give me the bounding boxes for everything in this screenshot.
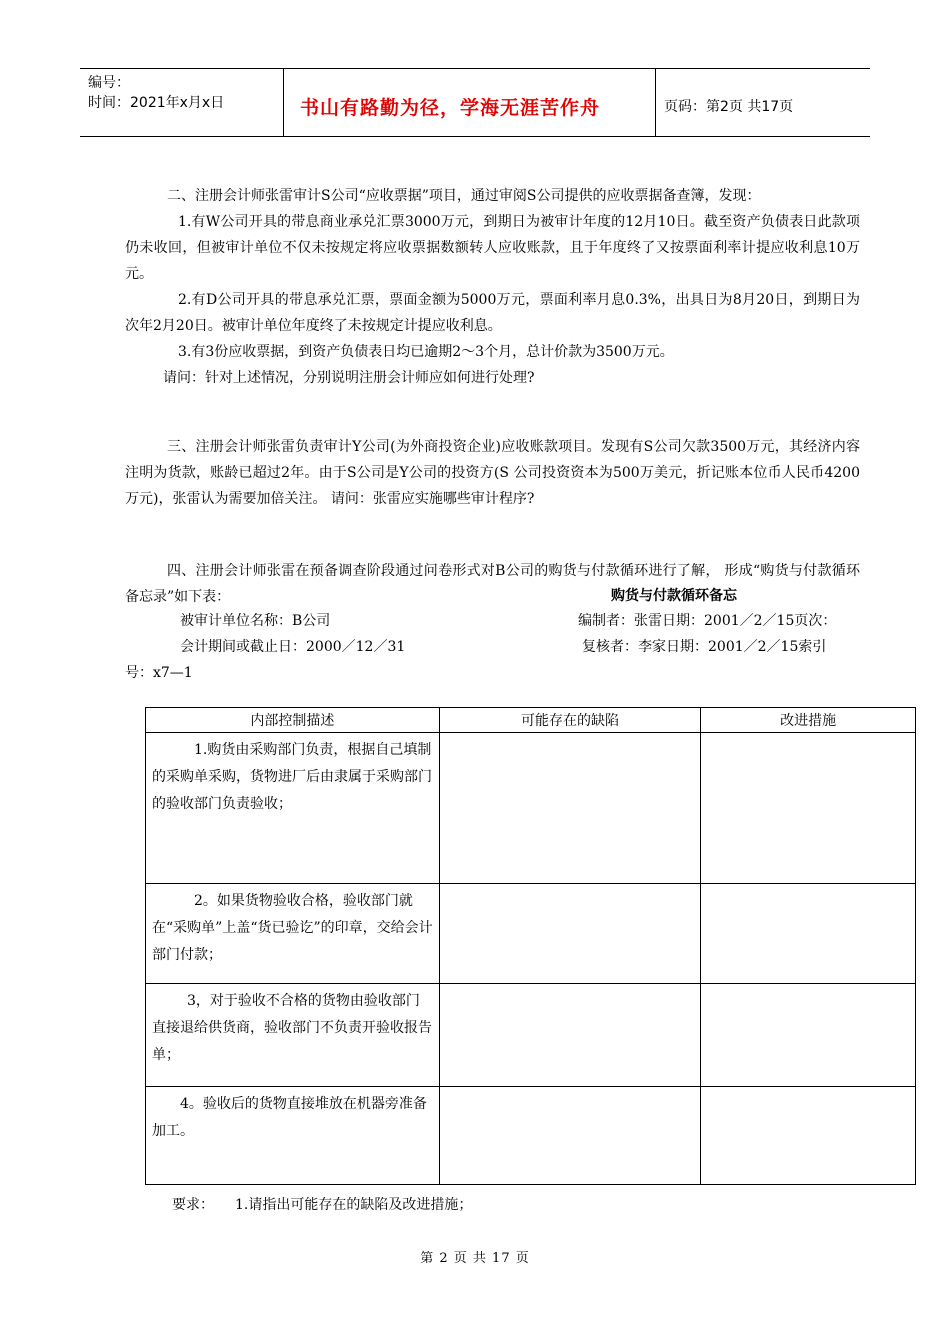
section-2-question: 请问：针对上述情况，分别说明注册会计师应如何进行处理?	[163, 370, 535, 386]
section-4	[125, 558, 860, 610]
table-row	[146, 884, 916, 984]
header-control-description: 内部控制描述	[146, 708, 440, 733]
accounting-period: 会计期间或截止日：2000／12／31	[180, 639, 406, 655]
requirement-label: 要求：	[172, 1197, 214, 1213]
row-4-measure[interactable]	[701, 1087, 916, 1185]
row-2-description: 2。如果货物验收合格，验收部门就在“采购单”上盖“货已验讫”的印章，交给会计部门付款；	[146, 884, 440, 984]
section-2-intro: 二、注册会计师张雷审计S公司“应收票据”项目，通过审阅S公司提供的应收票据备查簿，发现：	[167, 188, 761, 204]
row-2-defect[interactable]	[439, 884, 701, 984]
section-3-text: 三、注册会计师张雷负责审计Y公司(为外商投资企业)应收账款项目。发现有S公司欠款3500万元，其经济内容注明为货款，账龄已超过2年。由于S公司是Y公司的投资方(S 公司投资资本为500万美元，折记账本位币人民币4200万元)，张雷认为需要加倍关注。 请问：张雷应实施哪些审计程序?	[125, 439, 860, 507]
document-number: 编号：	[88, 75, 130, 91]
requirement-item-1: 1.请指出可能存在的缺陷及改进措施；	[235, 1197, 473, 1213]
row-4-defect[interactable]	[439, 1087, 701, 1185]
row-3-measure[interactable]	[701, 984, 916, 1087]
header-motto: 书山有路勤为径，学海无涯苦作舟	[300, 97, 601, 119]
memo-table	[145, 707, 916, 1185]
header-possible-defect: 可能存在的缺陷	[439, 708, 701, 733]
page-footer: 第 2 页 共 17 页	[420, 1251, 530, 1266]
memo-title: 购货与付款循环备忘	[611, 588, 737, 604]
table-row	[146, 1087, 916, 1185]
table-header-row	[146, 708, 916, 733]
row-2-measure[interactable]	[701, 884, 916, 984]
section-2	[125, 183, 860, 391]
section-2-item-2: 2.有D公司开具的带息承兑汇票，票面金额为5000万元，票面利率月息0.3%，出具日为8月20日，到期日为次年2月20日。被审计单位年度终了未按规定计提应收利息。	[125, 292, 860, 334]
table-row	[146, 733, 916, 884]
section-4-intro: 四、注册会计师张雷在预备调查阶段通过问卷形式对B公司的购货与付款循环进行了解， 形成“购货与付款循环备忘录”如下表：	[125, 563, 860, 605]
document-time: 时间：2021年x月x日	[88, 95, 225, 111]
header-improvement: 改进措施	[701, 708, 916, 733]
header-divider-right	[655, 68, 656, 136]
row-1-measure[interactable]	[701, 733, 916, 884]
row-1-defect[interactable]	[439, 733, 701, 884]
section-2-item-3: 3.有3份应收票据，到资产负债表日均已逾期2～3个月，总计价款为3500万元。	[178, 344, 674, 360]
header-divider-left	[283, 68, 284, 136]
preparer-info: 编制者：张雷日期：2001／2／15页次：	[578, 613, 837, 629]
row-1-description: 1.购货由采购部门负责，根据自己填制的采购单采购，货物进厂后由隶属于采购部门的验收部门负责验收；	[146, 733, 440, 884]
row-3-description: 3，对于验收不合格的货物由验收部门直接退给供货商，验收部门不负责开验收报告单；	[146, 984, 440, 1087]
index-number: 号：x7—1	[125, 665, 193, 681]
section-2-item-1: 1.有W公司开具的带息商业承兑汇票3000万元，到期日为被审计年度的12月10日。截至资产负债表日此款项仍未收回，但被审计单位不仅未按规定将应收票据数额转人应收账款，且于年度终了又按票面利率计提应收利息10万元。	[125, 214, 860, 282]
row-3-defect[interactable]	[439, 984, 701, 1087]
header-bottom-rule	[80, 136, 870, 137]
header-page-label: 页码：第2页 共17页	[664, 99, 794, 115]
header-top-rule	[80, 68, 870, 69]
audited-unit-name: 被审计单位名称：B公司	[180, 613, 331, 629]
section-3	[125, 434, 860, 512]
table-row	[146, 984, 916, 1087]
row-4-description: 4。验收后的货物直接堆放在机器旁准备加工。	[146, 1087, 440, 1185]
reviewer-info: 复核者：李家日期：2001／2／15索引	[582, 639, 827, 655]
